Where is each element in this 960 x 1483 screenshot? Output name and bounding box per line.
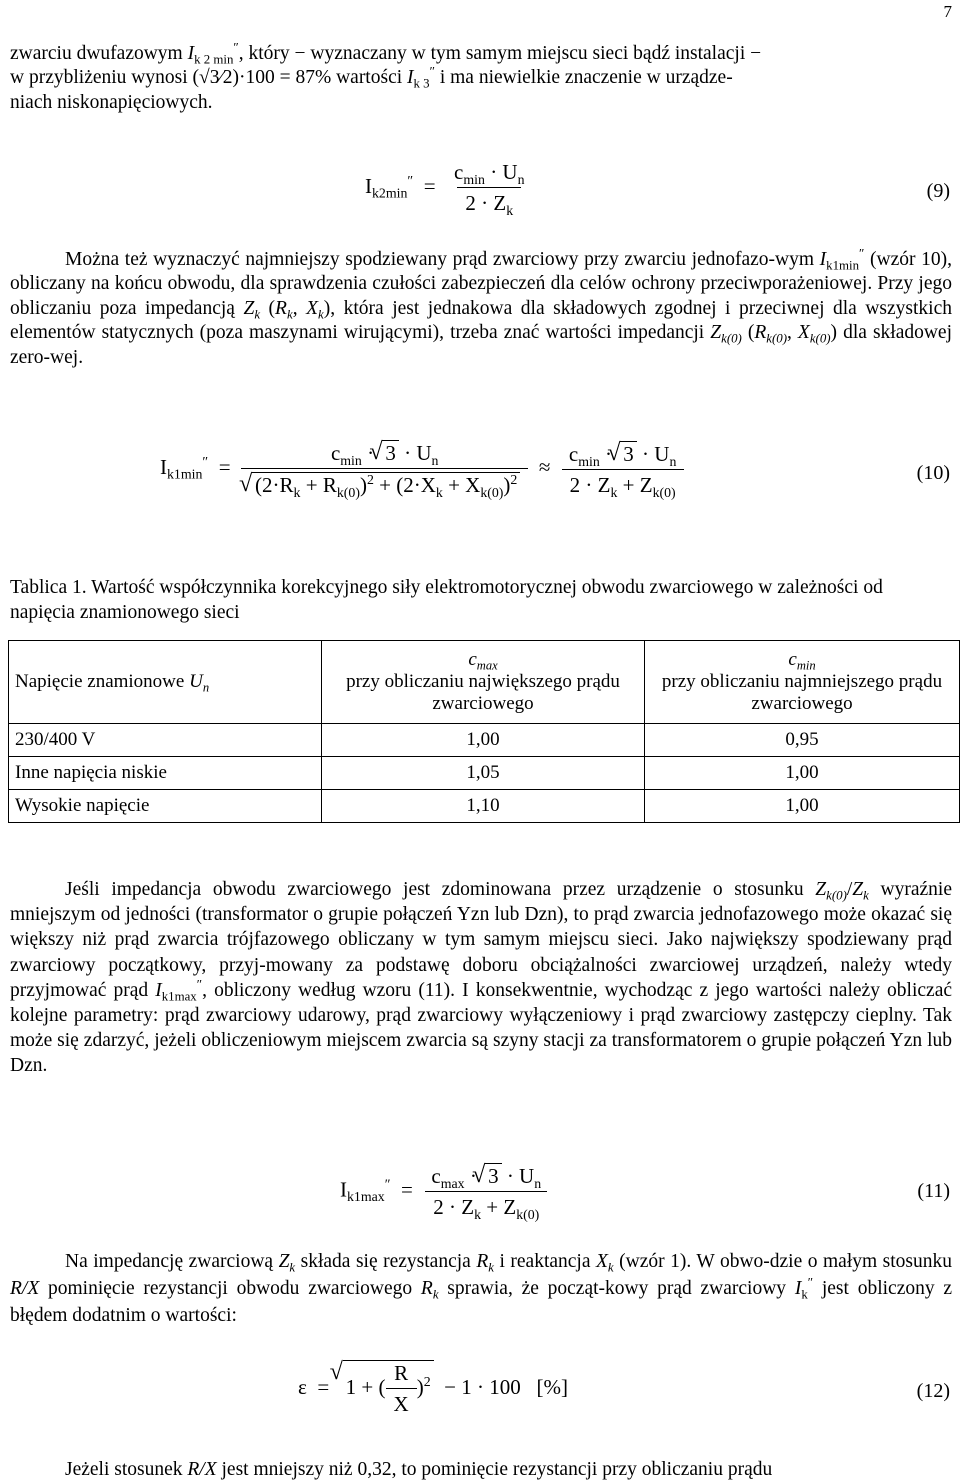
table-row: Wysokie napięcie 1,10 1,00 bbox=[9, 790, 960, 823]
header-cmin: $c_{min}$ przy obliczaniu najmniejszego prądu zwarciowego bbox=[645, 641, 960, 724]
equation-11-label: (11) bbox=[917, 1180, 950, 1202]
paragraph-dominated-impedance: Jeśli impedancja obwodu zwarciowego jest zdominowana przez urządzenie o stosunku $Z_{k(0)}/Z_k$ wyraźnie mniejszym od jedności (transformator o grupie połączeń Yzn lub Dzn), to prąd zwarcia jednofazowego może okazać się większy niż prąd zwarcia trójfazowego obliczany w tym samym miejscu sieci. Jako największy spodziewany prąd zwarciowy początkowy, przyj-mowany za podstawę doboru obciążalności zwarciowej urządzeń, należy wtedy przyjmować prąd $I_{k1max}''$, obliczony według wzoru (11). I konsekwentnie, wychodząc z jego wartości należy obliczać kolejne parametry: prąd zwarciowy udarowy, prąd zwarciowy wyłączeniowy i prąd zwarciowy zastępczy cieplny. Tak może się zdarzyć, jeżeli obliczeniowym miejscem zwarcia są szyny stacji za transformatorem o grupie połączeń Yzn lub Dzn. bbox=[10, 879, 952, 1077]
paragraph-intro: zwarciu dwufazowym $I_{k 2 min}''$, który − wyznaczany w tym samym miejscu sieci bądź instalacji − w przybliżeniu wynosi (√3⁄2)·100 = 87% wartości $I_{k 3}''$ i ma niewielkie znaczenie w urządze- niach niskonapięciowych. bbox=[10, 40, 762, 113]
page-number: 7 bbox=[943, 2, 952, 21]
table-row: Inne napięcia niskie 1,05 1,00 bbox=[9, 757, 960, 790]
table-caption: Tablica 1. Wartość współczynnika korekcyjnego siły elektromotorycznej obwodu zwarciowego w zależności od napięcia znamionowego sieci bbox=[10, 577, 883, 623]
paragraph-resistance-omission: Na impedancję zwarciową $Z_k$ składa się rezystancja $R_k$ i reaktancja $X_k$ (wzór 1). W obwo-dzie o małym stosunku R/X pominięcie rezystancji obwodu zwarciowego $R_k$ sprawia, że począt-kowy prąd zwarciowy $I_k''$ jest obliczony z błędem dodatnim o wartości: bbox=[10, 1251, 953, 1326]
equation-11: $I_{k1max}''$ = $\frac{c_{max} \cdot √ 3 \cdot U_n}{2 \cdot Z_k + Z_{k(0)}}$ bbox=[340, 1163, 549, 1220]
equation-9-label: (9) bbox=[926, 180, 950, 202]
equation-12: ε = √ 1 + ( $\frac{R}{X}$ )$^2$ − 1 · 100 [%] bbox=[298, 1360, 568, 1417]
header-cmax: $c_{max}$ przy obliczaniu największego prądu zwarciowego bbox=[322, 641, 645, 724]
equation-12-label: (12) bbox=[916, 1380, 950, 1402]
equation-10-label: (10) bbox=[916, 462, 950, 484]
correction-factor-table bbox=[8, 640, 960, 823]
paragraph-single-phase: Można też wyznaczyć najmniejszy spodziewany prąd zwarciowy przy zwarciu jednofazo-wym $I_{k1min}''$ (wzór 10), obliczany na końcu obwodu, dla sprawdzenia czułości zabezpieczeń dla celów ochrony przeciwporażeniowej. Przy jego obliczaniu poza impedancją $Z_k$ ($R_k$, $X_k$), która jest jednakowa dla składowych zgodnej i przeciwnej dla wszystkich elementów statycznych (poza maszynami wirującymi), trzeba znać wartości impedancji $Z_{k(0)}$ ($R_{k(0)}$, $X_{k(0)}$) dla składowej zero-wej. bbox=[10, 246, 953, 368]
table-row: 230/400 V 1,00 0,95 bbox=[9, 724, 960, 757]
header-rated-voltage: Napięcie znamionowe $U_n$ bbox=[9, 641, 322, 724]
table-header-row bbox=[9, 641, 960, 724]
equation-10: $I_{k1min}''$ = $c_{min}$ · √ $3 \cdot U_n$ √ $(2\cdot R_k + R_{k(0)})^2 + (2\cdot X_k + X_{k(0)})^2$ ≈ $\frac{c_{min} \cdot √ 3 \cdot U_n}{2 \cdot Z_k + Z_{k(0)}}$ bbox=[160, 440, 684, 498]
paragraph-ratio-threshold: Jeżeli stosunek R/X jest mniejszy niż 0,32, to pominięcie rezystancji przy obliczaniu prądu bbox=[65, 1459, 773, 1480]
equation-9: $I_{k2min}''$ = $\frac{c_{min} \cdot U_n}{2 \cdot Z_k}$ bbox=[365, 160, 525, 218]
